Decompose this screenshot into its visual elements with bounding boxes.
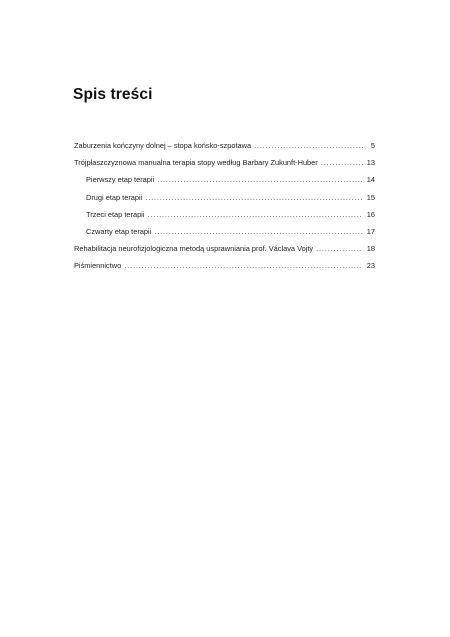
toc-page-number: 18 [366,244,375,254]
toc-subentry [74,226,375,243]
toc-page-number: 23 [366,261,375,271]
toc-dot-leader [154,226,363,237]
page-title: Spis treści [73,86,153,103]
toc-dot-leader [321,157,363,168]
toc-entry-text: Piśmiennictwo [74,261,122,271]
toc-dot-leader [124,260,363,271]
toc-dot-leader [145,192,363,203]
toc-dot-leader [316,243,363,254]
toc-page-number: 14 [366,175,375,185]
toc-page-number: 17 [366,226,375,236]
toc-entry-text: Trójpłaszczyznowa manualna terapia stopy według Barbary Zukunft-Huber [74,158,318,168]
toc-entry-text: Drugi etap terapii [86,192,143,202]
toc-dot-leader [254,140,363,151]
toc-entry-text: Zaburzenia kończyny dolnej – stopa końsko-szpotawa [74,141,252,150]
toc-entry [74,243,375,260]
toc-page-number: 5 [370,141,375,150]
toc-subentry [74,174,375,191]
toc-page-number: 16 [366,209,375,219]
toc-subentry [74,209,375,226]
toc-entry [74,157,375,174]
toc-entry-text: Pierwszy etap terapii [86,175,155,185]
toc-entry-text: Czwarty etap terapii [86,226,152,236]
toc-page-number: 13 [366,158,375,168]
toc-dot-leader [157,174,363,185]
toc-dot-leader [147,209,363,220]
toc-entry-text: Rehabilitacja neurofizjologiczna metodą usprawniania prof. Václava Vojty [74,244,314,254]
toc-entry [74,260,375,277]
table-of-contents [74,140,375,278]
toc-entry [74,140,375,157]
toc-page-number: 15 [366,192,375,202]
toc-entry-text: Trzeci etap terapii [86,209,145,219]
toc-subentry [74,192,375,209]
